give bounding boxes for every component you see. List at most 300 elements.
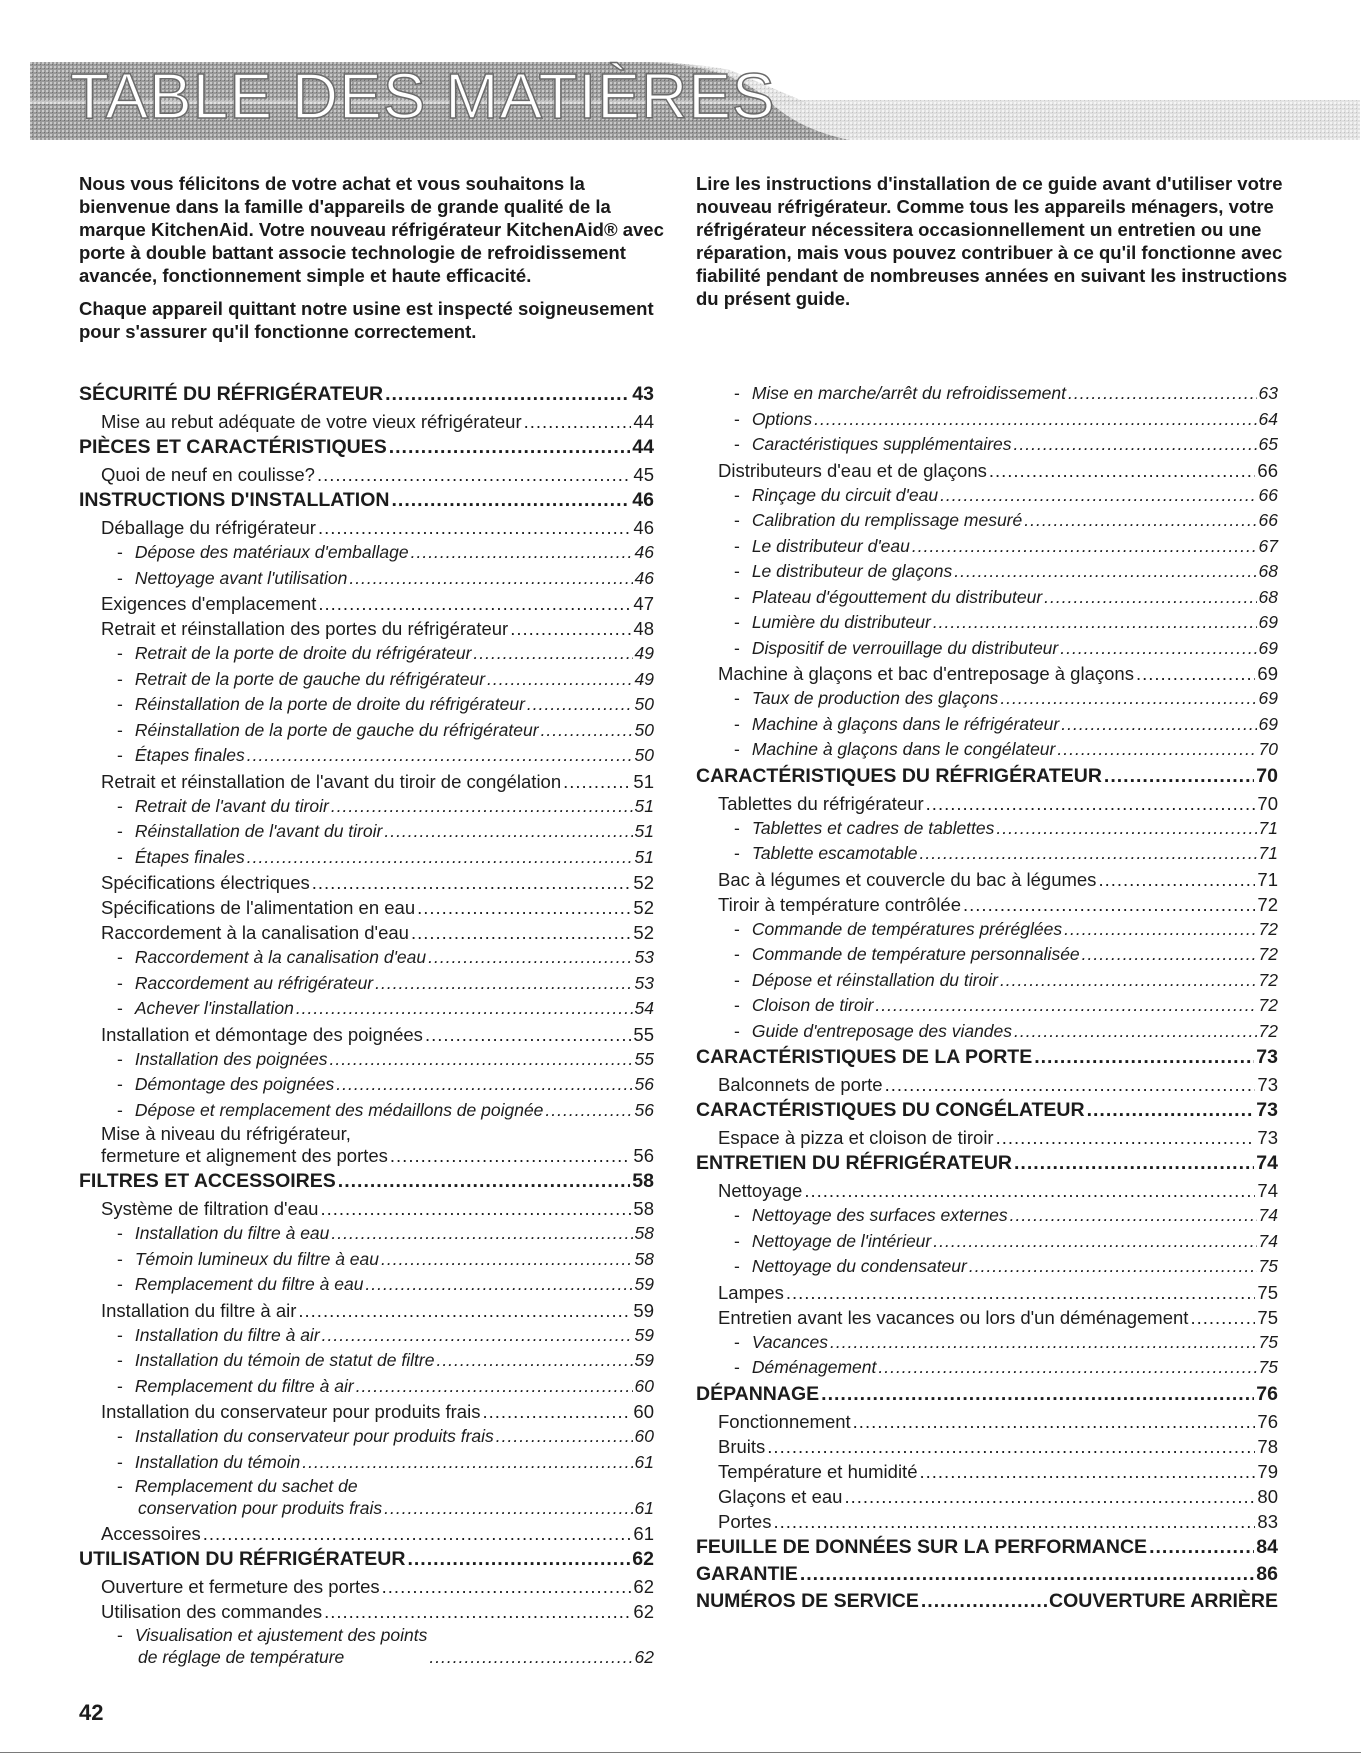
dot-leader — [338, 1169, 631, 1194]
toc-entry — [696, 1305, 1278, 1330]
toc-entry-title — [718, 1459, 918, 1484]
toc-subentry — [79, 1072, 654, 1098]
dot-leader — [381, 1247, 633, 1272]
dot-leader — [329, 1047, 632, 1072]
toc-page-number: 55 — [633, 1023, 654, 1045]
toc-entry-title — [718, 892, 961, 917]
dot-leader — [996, 1125, 1256, 1150]
dash-bullet-icon: - — [117, 1223, 123, 1243]
dot-leader — [320, 1196, 631, 1221]
toc-page-number: 73 — [1257, 1074, 1278, 1095]
toc-page-number: 79 — [1257, 1460, 1278, 1482]
dash-bullet-icon: - — [117, 643, 123, 663]
toc-entry-title — [117, 945, 426, 970]
dot-leader — [804, 1178, 1255, 1203]
toc-page-number: 72 — [1257, 893, 1278, 915]
toc-subentry — [696, 1203, 1278, 1229]
toc-page-number: 70 — [1256, 764, 1278, 787]
toc-entry-title — [101, 462, 315, 487]
toc-page-number: 58 — [633, 1198, 654, 1219]
dash-bullet-icon: - — [117, 1476, 123, 1496]
toc-subentry — [696, 407, 1278, 433]
toc-entry-text: Spécifications électriques — [101, 872, 310, 893]
toc-page-number: 46 — [633, 517, 654, 538]
dot-leader — [933, 1229, 1256, 1254]
toc-page-number: 59 — [634, 1274, 654, 1294]
dot-leader — [349, 566, 632, 591]
toc-entry-title — [101, 870, 310, 895]
toc-entry-title — [117, 971, 373, 996]
toc-entry-title — [117, 692, 525, 717]
banner — [30, 42, 1360, 140]
dot-leader — [436, 1348, 632, 1373]
toc-subentry — [696, 968, 1278, 994]
toc-subentry — [79, 971, 654, 997]
toc-page-number: 62 — [634, 1647, 654, 1667]
toc-entry-title — [734, 993, 873, 1018]
toc-entry-title — [79, 1169, 336, 1194]
intro-paragraph: Nous vous félicitons de votre achat et vous souhaitons la bienvenue dans la famille d'appareils de grande qualité de la marque KitchenAid. Votre nouveau réfrigérateur KitchenAid® avec porte à double battant associe technologie de refroidissement avancée, fonctionnement simple et haute efficacité. — [79, 173, 664, 286]
toc-subentry — [79, 1348, 654, 1374]
toc-page-number: 63 — [1258, 383, 1278, 403]
dot-leader — [821, 1382, 1254, 1407]
toc-entry — [79, 895, 654, 920]
toc-entry — [79, 462, 654, 487]
toc-entry — [79, 409, 654, 434]
dot-leader — [411, 920, 631, 945]
toc-entry-title — [117, 996, 294, 1021]
toc-entry-title — [718, 1125, 994, 1150]
dash-bullet-icon: - — [117, 1375, 123, 1396]
toc-entry-text: Cloison de tiroir — [751, 995, 874, 1015]
toc-entry-title — [718, 1280, 784, 1305]
toc-page-number: 73 — [1257, 1127, 1278, 1148]
toc-entry — [696, 1459, 1278, 1484]
toc-entry-title — [734, 816, 994, 841]
dot-leader — [389, 435, 631, 460]
toc-page-number: 62 — [633, 1576, 654, 1597]
dash-bullet-icon: - — [734, 1230, 740, 1251]
toc-entry-title — [79, 435, 387, 460]
dot-leader — [767, 1434, 1255, 1459]
toc-entry-title — [734, 1019, 1012, 1044]
toc-subentry — [696, 841, 1278, 867]
toc-entry-text: Vacances — [751, 1331, 829, 1352]
toc-page-number: 76 — [1257, 1410, 1278, 1432]
toc-page-number: 56 — [634, 1074, 654, 1094]
toc-entry-title — [718, 661, 1134, 686]
toc-entry-text: Plateau d'égouttement du distributeur — [751, 586, 1043, 607]
toc-entry-title — [696, 1562, 798, 1587]
toc-entry-title — [117, 1374, 354, 1399]
dash-bullet-icon: - — [117, 1248, 123, 1269]
dot-leader — [375, 971, 632, 996]
toc-subentry — [696, 381, 1278, 407]
toc-entry-title — [101, 591, 316, 616]
toc-section-heading — [696, 1045, 1278, 1070]
toc-subentry — [79, 794, 654, 820]
toc-page-number: 73 — [1256, 1046, 1278, 1068]
toc-entry — [79, 1123, 654, 1167]
toc-subentry — [696, 432, 1278, 458]
toc-entry-title — [718, 1509, 771, 1534]
toc-entry-title — [117, 794, 329, 819]
toc-entry-title — [734, 686, 998, 711]
toc-page-number: 84 — [1256, 1535, 1278, 1558]
toc-entry-title — [117, 743, 245, 768]
toc-subentry — [696, 993, 1278, 1019]
toc-entry — [79, 920, 654, 945]
dot-leader — [912, 534, 1257, 559]
dot-leader — [428, 945, 632, 970]
toc-page-number: 45 — [633, 464, 654, 485]
dash-bullet-icon: - — [117, 1625, 123, 1645]
toc-entry-text: Tablettes du réfrigérateur — [718, 792, 924, 814]
toc-entry-title — [117, 1247, 379, 1272]
toc-page-number: 51 — [634, 821, 654, 841]
dot-leader — [1136, 661, 1255, 686]
dash-bullet-icon: - — [734, 969, 740, 990]
toc-subentry — [696, 636, 1278, 662]
toc-page-number: 66 — [1258, 484, 1278, 505]
dash-bullet-icon: - — [734, 817, 740, 838]
toc-page-number: 72 — [1258, 1020, 1278, 1041]
toc-entry-title-line1: Remplacement du sachet de — [134, 1476, 358, 1496]
dash-bullet-icon: - — [117, 1451, 123, 1472]
toc-entry-text: de réglage de température — [138, 1647, 345, 1667]
dot-leader — [773, 1509, 1255, 1534]
toc-subentry — [696, 712, 1278, 738]
toc-entry-text: Accessoires — [101, 1523, 201, 1544]
toc-page-number: 72 — [1258, 995, 1278, 1015]
toc-page-number: 72 — [1258, 944, 1278, 964]
toc-entry-text: Dépose et remplacement des médaillons de poignée — [134, 1099, 544, 1120]
toc-entry-title — [734, 737, 1055, 762]
dash-bullet-icon: - — [117, 947, 123, 967]
dot-leader — [875, 993, 1256, 1018]
dot-leader — [527, 692, 633, 717]
toc-entry-text: FILTRES ET ACCESSOIRES — [79, 1170, 336, 1192]
toc-section-heading — [79, 435, 654, 460]
toc-entry-title — [718, 458, 987, 483]
toc-page-number: 74 — [1258, 1205, 1278, 1225]
toc-subentry — [696, 1019, 1278, 1045]
toc-entry — [696, 1125, 1278, 1150]
toc-subentry — [79, 641, 654, 667]
toc-entry-text: Machine à glaçons dans le réfrigérateur — [751, 713, 1060, 734]
dot-leader — [921, 1589, 1047, 1614]
toc-page-number: 46 — [634, 542, 654, 562]
toc-entry-title — [117, 1624, 427, 1668]
toc-subentry — [79, 1624, 654, 1668]
toc-section-heading — [79, 488, 654, 513]
toc-entry-text: Guide d'entreposage des viandes — [751, 1020, 1013, 1041]
dash-bullet-icon: - — [734, 510, 740, 530]
toc-entry-title — [696, 1382, 819, 1407]
toc-entry-text: INSTRUCTIONS D'INSTALLATION — [79, 489, 390, 511]
toc-entry — [79, 1022, 654, 1047]
dot-leader — [800, 1562, 1254, 1587]
toc-entry-title — [718, 1484, 842, 1509]
toc-entry-text: DÉPANNAGE — [696, 1382, 820, 1405]
dot-leader — [1014, 432, 1257, 457]
toc-page-number: 52 — [633, 897, 654, 918]
toc-entry-text: CARACTÉRISTIQUES DU RÉFRIGÉRATEUR — [696, 764, 1102, 787]
dash-bullet-icon: - — [117, 668, 123, 689]
toc-page-number: 83 — [1257, 1510, 1278, 1532]
toc-page-number: 70 — [1258, 739, 1278, 759]
toc-entry-text: Raccordement à la canalisation d'eau — [101, 922, 409, 943]
toc-entry — [696, 1484, 1278, 1509]
toc-subentry — [79, 692, 654, 718]
toc-page-number: 52 — [633, 922, 654, 943]
toc-entry-text: Réinstallation de la porte de gauche du réfrigérateur — [134, 719, 539, 740]
toc-entry-text: Options — [751, 408, 813, 429]
toc-entry-title — [117, 718, 539, 743]
toc-subentry — [79, 1424, 654, 1450]
dot-leader — [1064, 917, 1256, 942]
dash-bullet-icon: - — [734, 484, 740, 505]
toc-entry — [696, 1280, 1278, 1305]
toc-section-heading — [79, 1169, 654, 1194]
toc-page-number: 75 — [1258, 1331, 1278, 1352]
dot-leader — [1034, 1045, 1254, 1070]
dot-leader — [878, 1355, 1256, 1380]
dot-leader — [926, 791, 1256, 816]
dot-leader — [365, 1272, 632, 1297]
toc-entry-text: SÉCURITÉ DU RÉFRIGÉRATEUR — [79, 383, 384, 405]
toc-page-number: 60 — [633, 1401, 654, 1422]
toc-entry-title — [734, 942, 1080, 967]
toc-entry-text: Nettoyage avant l'utilisation — [134, 567, 348, 588]
toc-entry-title — [734, 917, 1062, 942]
toc-entry-title — [117, 1475, 382, 1519]
toc-subentry — [696, 737, 1278, 763]
toc-page-number: 56 — [633, 1145, 654, 1166]
toc-entry-title — [117, 641, 471, 666]
toc-page-number: 66 — [1257, 459, 1278, 481]
dot-leader — [429, 1646, 632, 1668]
toc-entry-text: Caractéristiques supplémentaires — [751, 434, 1012, 454]
toc-entry — [696, 661, 1278, 686]
toc-entry — [79, 1574, 654, 1599]
toc-entry-text: CARACTÉRISTIQUES DE LA PORTE — [696, 1046, 1033, 1068]
toc-entry — [79, 591, 654, 616]
toc-subentry — [79, 743, 654, 769]
toc-page-number: 72 — [1258, 969, 1278, 990]
dash-bullet-icon: - — [734, 408, 740, 429]
dash-bullet-icon: - — [734, 739, 740, 759]
toc-section-heading — [79, 1547, 654, 1572]
toc-entry-title — [696, 1045, 1032, 1070]
toc-entry-title — [718, 1434, 765, 1459]
dash-bullet-icon: - — [734, 561, 740, 581]
toc-entry-title — [734, 559, 952, 584]
toc-entry-text: Nettoyage des surfaces externes — [751, 1205, 1008, 1225]
dot-leader — [1057, 737, 1256, 762]
toc-subentry — [79, 1247, 654, 1273]
toc-page-number: 44 — [632, 436, 654, 458]
toc-page-number: 64 — [1258, 408, 1278, 429]
toc-page-number: 70 — [1257, 792, 1278, 814]
dot-leader — [417, 895, 631, 920]
toc-entry-text: Ouverture et fermeture des portes — [101, 1576, 380, 1597]
dot-leader — [814, 407, 1256, 432]
toc-entry — [696, 867, 1278, 892]
toc-entry-text: Nettoyage de l'intérieur — [751, 1230, 932, 1251]
toc-entry-text: Dépose des matériaux d'emballage — [134, 542, 409, 562]
toc-entry-text: Installation du témoin de statut de filtre — [134, 1350, 435, 1370]
toc-subentry — [79, 1323, 654, 1349]
toc-entry-title — [117, 667, 485, 692]
toc-entry-text: Installation du filtre à air — [134, 1324, 320, 1345]
dot-leader — [482, 1399, 631, 1424]
toc-page-number: 62 — [632, 1548, 654, 1570]
dot-leader — [885, 1072, 1256, 1097]
toc-page-number: 50 — [634, 745, 654, 765]
dash-bullet-icon: - — [117, 1274, 123, 1294]
dot-leader — [989, 458, 1256, 483]
toc-entry — [79, 870, 654, 895]
toc-entry — [79, 1399, 654, 1424]
toc-page-number: 61 — [633, 1523, 654, 1544]
dot-leader — [425, 1022, 631, 1047]
toc-entry-text: Installation du témoin — [134, 1451, 301, 1472]
toc-section-heading — [696, 1589, 1278, 1614]
toc-entry-text: Témoin lumineux du filtre à eau — [134, 1248, 379, 1269]
dot-leader — [1000, 686, 1256, 711]
dot-leader — [247, 743, 633, 768]
toc-entry-text: Température et humidité — [718, 1460, 918, 1482]
toc-entry — [696, 1072, 1278, 1097]
toc-page-number: 72 — [1258, 918, 1278, 939]
toc-entry — [79, 769, 654, 794]
dash-bullet-icon: - — [117, 567, 123, 588]
dot-leader — [391, 488, 630, 513]
toc-entry-text: Tiroir à température contrôlée — [718, 893, 962, 915]
toc-entry-title — [79, 382, 383, 407]
toc-entry — [79, 1521, 654, 1546]
toc-entry-title — [696, 1151, 1012, 1176]
toc-page-number: 60 — [634, 1426, 654, 1446]
dash-bullet-icon: - — [734, 843, 740, 863]
toc-entry-text: Installation des poignées — [134, 1048, 328, 1069]
toc-entry-text: Remplacement du filtre à air — [134, 1375, 354, 1396]
toc-entry-text: Rinçage du circuit d'eau — [751, 484, 939, 505]
intro-paragraph: Lire les instructions d'installation de ce guide avant d'utiliser votre nouveau réfrigérateur. Comme tous les appareils ménagers, votre réfrigérateur nécessitera occasionnellement un entretien ou une réparation, mais vous pouvez contribuer à ce qu'il fonctionne avec fiabilité pendant de nombreuses années en suivant les instructions du présent guide. — [696, 173, 1288, 309]
toc-page-number: 75 — [1257, 1281, 1278, 1303]
toc-entry-title — [101, 1599, 322, 1624]
toc-entry-text: Retrait et réinstallation des portes du réfrigérateur — [101, 618, 509, 639]
toc-entry-text: Glaçons et eau — [718, 1485, 843, 1507]
toc-entry-title — [734, 508, 1022, 533]
dash-bullet-icon: - — [734, 1331, 740, 1352]
dash-bullet-icon: - — [117, 846, 123, 867]
toc-page-number: 58 — [632, 1170, 654, 1192]
toc-entry-title — [117, 1323, 320, 1348]
toc-entry-title — [117, 1047, 327, 1072]
toc-entry-text: Le distributeur de glaçons — [751, 561, 953, 581]
bottom-rule — [0, 1752, 1361, 1753]
toc-entry-text: NUMÉROS DE SERVICE — [696, 1589, 919, 1612]
toc-entry-title — [734, 585, 1042, 610]
dot-leader — [1061, 712, 1256, 737]
toc-page-number: 69 — [1258, 688, 1278, 708]
dot-leader — [541, 718, 633, 743]
toc-entry-title — [734, 534, 910, 559]
toc-entry-title — [734, 432, 1012, 457]
dot-leader — [382, 1574, 632, 1599]
dot-leader — [317, 462, 631, 487]
toc-entry-text: FEUILLE DE DONNÉES SUR LA PERFORMANCE — [696, 1535, 1148, 1558]
toc-entry-text: Bac à légumes et couvercle du bac à légumes — [718, 868, 1097, 890]
toc-entry-title — [696, 1098, 1085, 1123]
toc-subentry — [696, 585, 1278, 611]
banner-title: TABLE DES MATIÈRES — [70, 60, 776, 132]
toc-entry-title — [101, 1196, 318, 1221]
toc-page-number: 76 — [1256, 1382, 1278, 1405]
dot-leader — [407, 1547, 630, 1572]
page-number: 42 — [79, 1700, 104, 1725]
dot-leader — [1149, 1535, 1254, 1560]
toc-entry-title — [117, 1221, 329, 1246]
toc-entry-text: Taux de production des glaçons — [751, 688, 999, 708]
toc-entry-text: Quoi de neuf en coulisse? — [101, 464, 315, 485]
dash-bullet-icon: - — [734, 535, 740, 556]
toc-page-number: COUVERTURE ARRIÈRE — [1049, 1589, 1278, 1612]
toc-entry-title — [79, 488, 389, 513]
dot-leader — [247, 845, 633, 870]
toc-entry — [696, 1434, 1278, 1459]
toc-entry — [79, 616, 654, 641]
toc-entry-text: Calibration du remplissage mesuré — [751, 510, 1023, 530]
toc-entry-title — [718, 1178, 802, 1203]
toc-page-number: 50 — [634, 694, 654, 714]
toc-entry-title — [101, 1123, 388, 1167]
toc-subentry — [79, 819, 654, 845]
toc-entry-text: CARACTÉRISTIQUES DU CONGÉLATEUR — [696, 1099, 1085, 1121]
toc-entry-title — [117, 1098, 543, 1123]
toc-entry-text: Déménagement — [751, 1357, 877, 1377]
toc-entry-title — [101, 1399, 480, 1424]
dot-leader — [302, 1450, 632, 1475]
toc-page-number: 55 — [634, 1048, 654, 1069]
toc-entry-title — [101, 920, 409, 945]
dash-bullet-icon: - — [734, 1256, 740, 1276]
toc-entry-title — [101, 616, 508, 641]
toc-subentry — [696, 1254, 1278, 1280]
dot-leader — [384, 819, 632, 844]
toc-page-number: 62 — [633, 1601, 654, 1622]
toc-page-number: 71 — [1257, 868, 1278, 890]
dash-bullet-icon: - — [117, 972, 123, 993]
dot-leader — [1000, 968, 1257, 993]
dash-bullet-icon: - — [734, 688, 740, 708]
dash-bullet-icon: - — [734, 995, 740, 1015]
dash-bullet-icon: - — [117, 1048, 123, 1069]
toc-entry-text: Spécifications de l'alimentation en eau — [101, 897, 416, 918]
toc-entry-title — [734, 636, 1058, 661]
dot-leader — [940, 483, 1256, 508]
dot-leader — [1068, 381, 1257, 406]
dot-leader — [1014, 1019, 1257, 1044]
toc-entry-text: ENTRETIEN DU RÉFRIGÉRATEUR — [696, 1152, 1012, 1174]
dash-bullet-icon: - — [734, 434, 740, 454]
toc-subentry — [696, 1355, 1278, 1381]
toc-page-number: 49 — [634, 668, 654, 689]
dot-leader — [411, 540, 633, 565]
dot-leader — [996, 816, 1256, 841]
